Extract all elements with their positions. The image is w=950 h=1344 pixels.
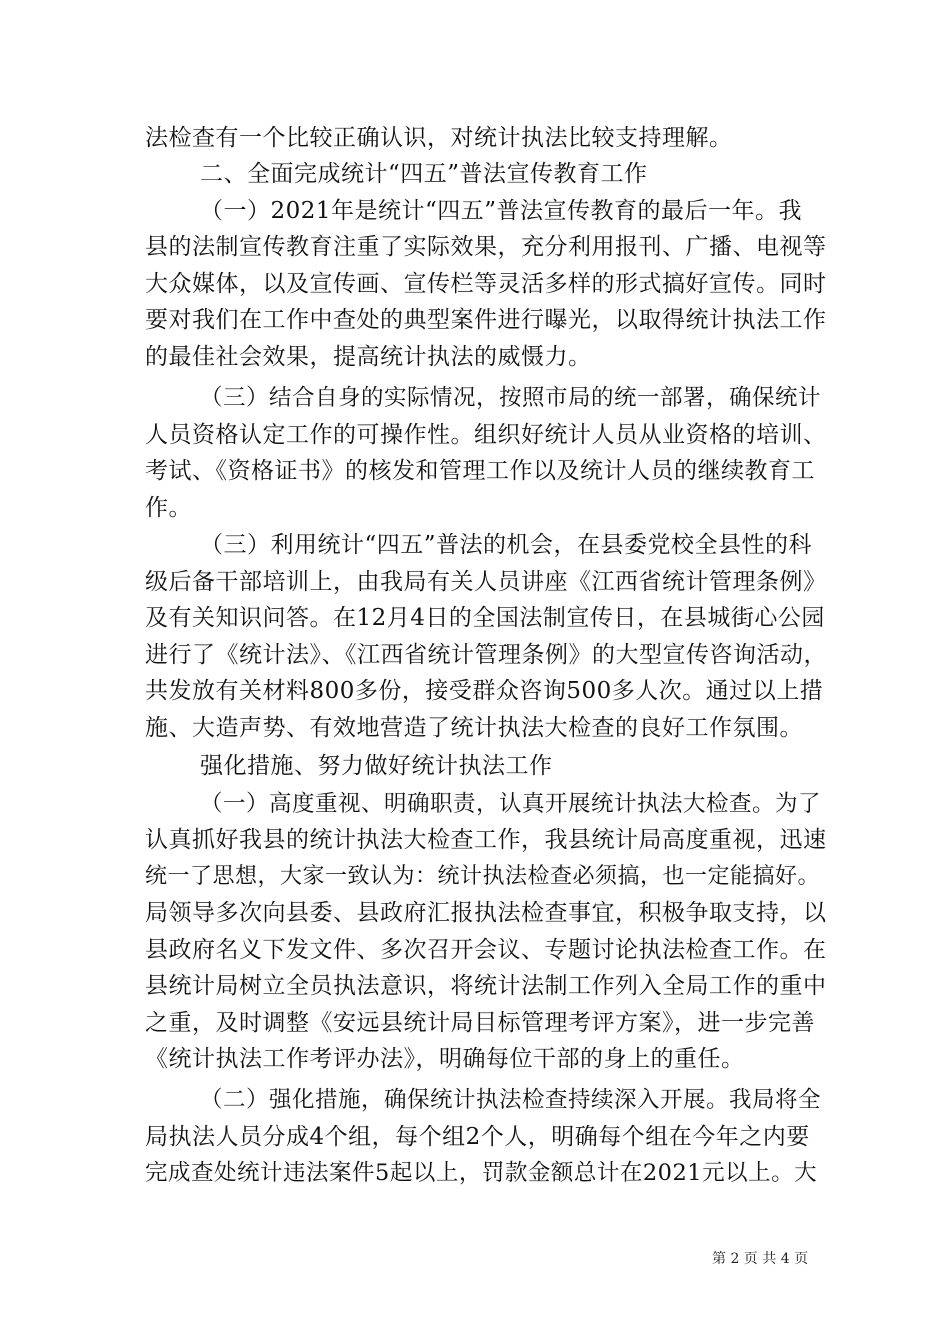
text-line: （一）高度重视、明确职责，认真开展统计执法大检查。为了	[200, 791, 822, 817]
text-line: 级后备干部培训上，由我局有关人员讲座《江西省统计管理条例》	[145, 569, 827, 595]
text-line: 县统计局树立全员执法意识，将统计法制工作列入全局工作的重中	[145, 973, 827, 999]
text-line: （一）2021年是统计“四五”普法宣传教育的最后一年。我	[200, 198, 803, 224]
text-line: 作。	[145, 495, 192, 521]
text-line: 局领导多次向县委、县政府汇报执法检查事宜，积极争取支持，以	[145, 900, 827, 926]
text-line: 大众媒体，以及宣传画、宣传栏等灵活多样的形式搞好宣传。同时	[145, 271, 827, 297]
text-line: 要对我们在工作中查处的典型案件进行曝光，以取得统计执法工作	[145, 307, 827, 333]
text-line: 县的法制宣传教育注重了实际效果，充分利用报刊、广播、电视等	[145, 234, 827, 260]
text-line: 《统计执法工作考评办法》，明确每位干部的身上的重任。	[145, 1046, 745, 1072]
section-heading: 强化措施、努力做好统计执法工作	[200, 753, 553, 779]
text-line: 统一了思想，大家一致认为：统计执法检查必须搞，也一定能搞好。	[145, 864, 821, 889]
text-line: 共发放有关材料800多份，接受群众咨询500多人次。通过以上措	[145, 678, 824, 704]
text-line: 认真抓好我县的统计执法大检查工作，我县统计局高度重视，迅速	[145, 827, 827, 853]
section-heading: 二、全面完成统计“四五”普法宣传教育工作	[200, 161, 648, 187]
text-line: （三）利用统计“四五”普法的机会，在县委党校全县性的科	[200, 532, 813, 558]
text-line: 及有关知识问答。在12月4日的全国法制宣传日，在县城街心公园	[145, 605, 825, 631]
text-line: （三）结合自身的实际情况，按照市局的统一部署，确保统计	[200, 385, 822, 411]
text-line: 法检查有一个比较正确认识，对统计执法比较支持理解。	[145, 125, 733, 151]
text-line: 县政府名义下发文件、多次召开会议、专题讨论执法检查工作。在	[145, 937, 827, 963]
page-number: 第 2 页 共 4 页	[712, 1251, 809, 1267]
text-line: 之重，及时调整《安远县统计局目标管理考评方案》，进一步完善	[145, 1010, 815, 1036]
text-line: 施、大造声势、有效地营造了统计执法大检查的良好工作氛围。	[145, 715, 803, 741]
text-line: 人员资格认定工作的可操作性。组织好统计人员从业资格的培训、	[145, 422, 827, 448]
text-line: 的最佳社会效果，提高统计执法的威慑力。	[145, 344, 592, 370]
text-line: （二）强化措施，确保统计执法检查持续深入开展。我局将全	[200, 1087, 822, 1113]
text-line: 考试、《资格证书》的核发和管理工作以及统计人员的继续教育工	[145, 458, 815, 484]
text-line: 局执法人员分成4个组，每个组2个人，明确每个组在今年之内要	[145, 1124, 810, 1150]
text-line: 进行了《统计法》、《江西省统计管理条例》的大型宣传咨询活动，	[145, 642, 827, 668]
text-line: 完成查处统计违法案件5起以上，罚款金额总计在2021元以上。大	[145, 1160, 818, 1186]
